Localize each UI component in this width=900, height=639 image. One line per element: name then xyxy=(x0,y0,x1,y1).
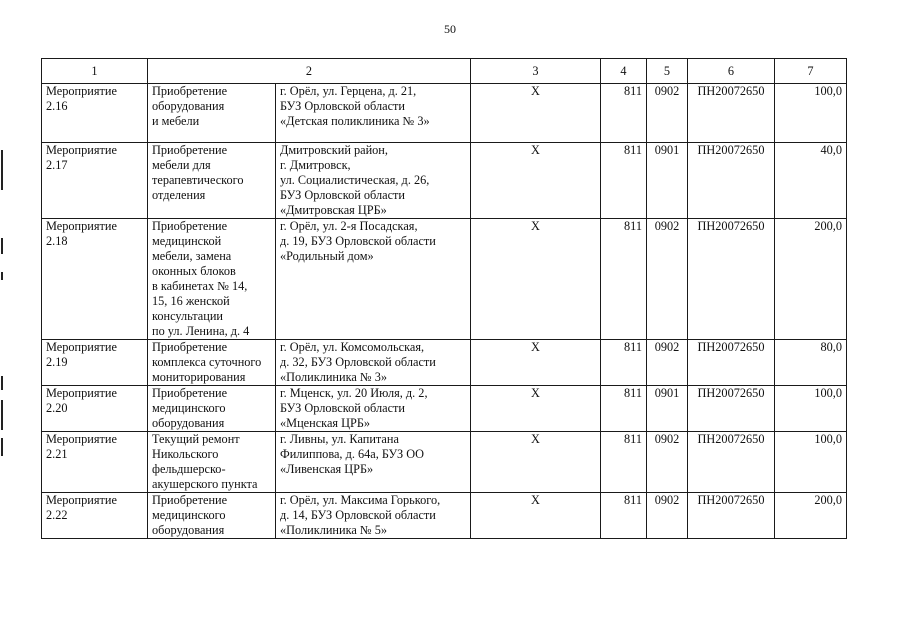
measure-name: Приобретение комплекса суточного мониторирования xyxy=(148,340,276,386)
col-3-value: Х xyxy=(471,386,601,432)
table-row xyxy=(42,432,847,493)
col-3-value: Х xyxy=(471,84,601,143)
col-6-value: ПН20072650 xyxy=(688,386,775,432)
col-5-value: 0902 xyxy=(647,432,688,493)
col-6-value: ПН20072650 xyxy=(688,84,775,143)
col-5-value: 0902 xyxy=(647,219,688,340)
col-4-value: 811 xyxy=(601,432,647,493)
measure-id: Мероприятие 2.18 xyxy=(42,219,148,340)
measure-name: Приобретение медицинского оборудования xyxy=(148,386,276,432)
col-6-value: ПН20072650 xyxy=(688,493,775,539)
measure-id: Мероприятие 2.20 xyxy=(42,386,148,432)
col-5-value: 0901 xyxy=(647,143,688,219)
col-5-value: 0902 xyxy=(647,84,688,143)
measure-name: Текущий ремонт Никольского фельдшерско- акушерского пункта xyxy=(148,432,276,493)
measure-id: Мероприятие 2.17 xyxy=(42,143,148,219)
col-5-value: 0902 xyxy=(647,493,688,539)
col-4-value: 811 xyxy=(601,219,647,340)
scan-edge-artifact xyxy=(1,0,3,639)
col-5-value: 0901 xyxy=(647,386,688,432)
col-7-amount: 80,0 xyxy=(775,340,847,386)
table-row xyxy=(42,493,847,539)
measure-id: Мероприятие 2.19 xyxy=(42,340,148,386)
measure-location: г. Ливны, ул. Капитана Филиппова, д. 64а, БУЗ ОО «Ливенская ЦРБ» xyxy=(276,432,471,493)
col-3-value: Х xyxy=(471,219,601,340)
measure-location: г. Орёл, ул. Максима Горького, д. 14, БУЗ Орловской области «Поликлиника № 5» xyxy=(276,493,471,539)
funding-table xyxy=(41,58,847,539)
col-6-value: ПН20072650 xyxy=(688,143,775,219)
table-row xyxy=(42,386,847,432)
table-row xyxy=(42,143,847,219)
col-header: 3 xyxy=(471,59,601,84)
col-4-value: 811 xyxy=(601,143,647,219)
measure-location: г. Орёл, ул. 2-я Посадская, д. 19, БУЗ Орловской области «Родильный дом» xyxy=(276,219,471,340)
col-7-amount: 100,0 xyxy=(775,432,847,493)
measure-name: Приобретение медицинской мебели, замена оконных блоков в кабинетах № 14, 15, 16 женской консультации по ул. Ленина, д. 4 xyxy=(148,219,276,340)
measure-location: г. Орёл, ул. Герцена, д. 21, БУЗ Орловской области «Детская поликлиника № 3» xyxy=(276,84,471,143)
col-header: 7 xyxy=(775,59,847,84)
measure-id: Мероприятие 2.22 xyxy=(42,493,148,539)
measure-location: г. Мценск, ул. 20 Июля, д. 2, БУЗ Орловской области «Мценская ЦРБ» xyxy=(276,386,471,432)
measure-name: Приобретение мебели для терапевтического отделения xyxy=(148,143,276,219)
measure-name: Приобретение оборудования и мебели xyxy=(148,84,276,143)
col-7-amount: 100,0 xyxy=(775,386,847,432)
col-header: 4 xyxy=(601,59,647,84)
col-6-value: ПН20072650 xyxy=(688,340,775,386)
col-4-value: 811 xyxy=(601,386,647,432)
measure-id: Мероприятие 2.21 xyxy=(42,432,148,493)
col-4-value: 811 xyxy=(601,493,647,539)
col-header: 5 xyxy=(647,59,688,84)
table-row xyxy=(42,340,847,386)
col-7-amount: 200,0 xyxy=(775,219,847,340)
col-6-value: ПН20072650 xyxy=(688,219,775,340)
measure-id: Мероприятие 2.16 xyxy=(42,84,148,143)
col-7-amount: 40,0 xyxy=(775,143,847,219)
col-5-value: 0902 xyxy=(647,340,688,386)
col-4-value: 811 xyxy=(601,84,647,143)
table-row xyxy=(42,84,847,143)
measure-location: г. Орёл, ул. Комсомольская, д. 32, БУЗ Орловской области «Поликлиника № 3» xyxy=(276,340,471,386)
col-header: 6 xyxy=(688,59,775,84)
col-4-value: 811 xyxy=(601,340,647,386)
col-3-value: Х xyxy=(471,432,601,493)
col-3-value: Х xyxy=(471,340,601,386)
measure-location: Дмитровский район, г. Дмитровск, ул. Социалистическая, д. 26, БУЗ Орловской области «Дмитровская ЦРБ» xyxy=(276,143,471,219)
table-row xyxy=(42,219,847,340)
page-number: 50 xyxy=(444,22,456,36)
col-6-value: ПН20072650 xyxy=(688,432,775,493)
measure-name: Приобретение медицинского оборудования xyxy=(148,493,276,539)
col-7-amount: 200,0 xyxy=(775,493,847,539)
col-3-value: Х xyxy=(471,143,601,219)
col-header: 2 xyxy=(148,59,471,84)
col-header: 1 xyxy=(42,59,148,84)
header-row xyxy=(42,59,847,84)
col-3-value: Х xyxy=(471,493,601,539)
col-7-amount: 100,0 xyxy=(775,84,847,143)
